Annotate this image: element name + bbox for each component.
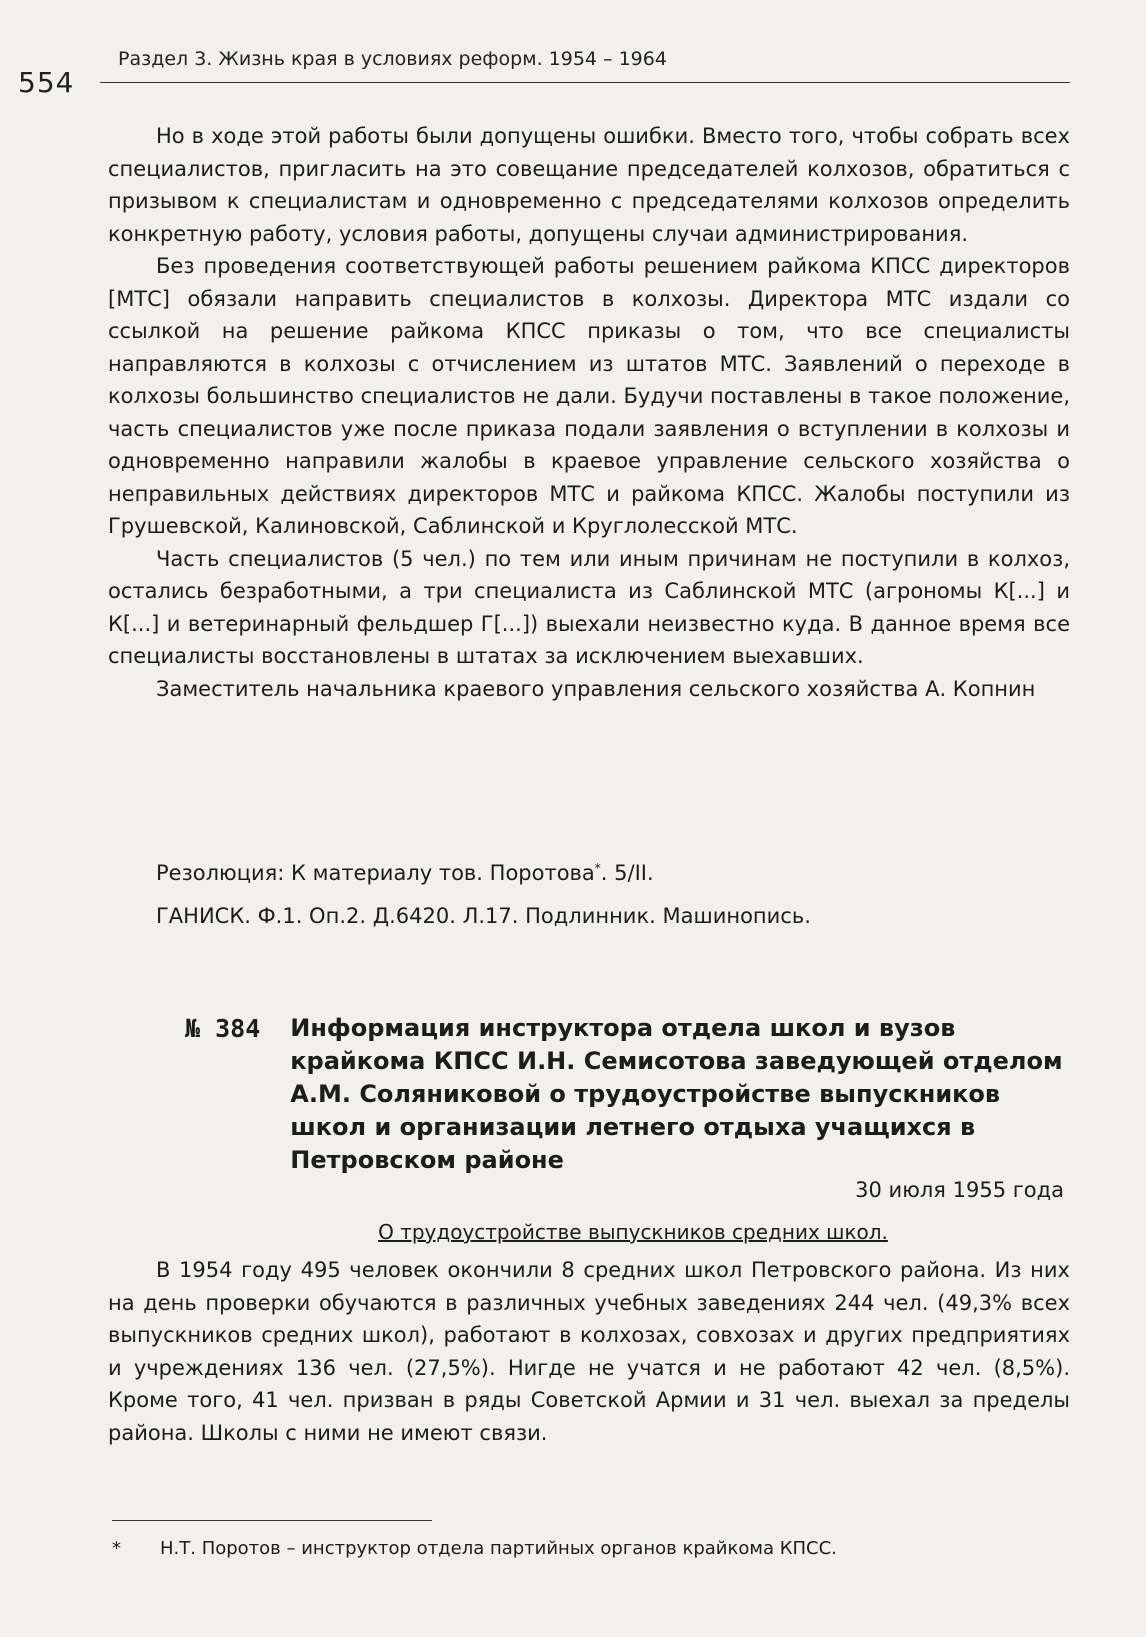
paragraph: Часть специалистов (5 чел.) по тем или иным причинам не поступили в колхоз, остались безработными, а три специалиста из Саблинской МТС (агрономы К[...] и К[...] и ветеринарный фельдшер Г[...]) выехали неизвестно куда. В данное время все специалисты восстановлены в штатах за исключением выехавших. bbox=[108, 546, 1070, 668]
resolution-line bbox=[108, 852, 1070, 890]
resolution bbox=[108, 852, 1070, 890]
running-title: Раздел 3. Жизнь края в условиях реформ. 1954 – 1964 bbox=[118, 48, 667, 70]
footnote bbox=[112, 1538, 1070, 1559]
header-divider bbox=[100, 82, 1070, 83]
document-title: Информация инструктора отдела школ и вузов крайкома КПСС И.Н. Семисотова заведующей отделом А.М. Соляниковой о трудоустройстве выпускников школ и организации летнего отдыха учащихся в Петровском районе bbox=[290, 1014, 1063, 1174]
document-date: 30 июля 1955 года bbox=[855, 1178, 1064, 1202]
section-title: О трудоустройстве выпускников средних школ. bbox=[378, 1220, 888, 1244]
footnote-text: Н.Т. Поротов – инструктор отдела партийных органов крайкома КПСС. bbox=[160, 1538, 837, 1559]
signature-line: Заместитель начальника краевого управления сельского хозяйства А. Копнин bbox=[156, 676, 1036, 701]
archive-ref-text: ГАНИСК. Ф.1. Оп.2. Д.6420. Л.17. Подлинник. Машинопись. bbox=[156, 904, 811, 928]
document-number: № 384 bbox=[185, 1014, 261, 1043]
archive-reference bbox=[108, 900, 1070, 933]
page-number: 554 bbox=[18, 66, 75, 99]
footnote-divider bbox=[112, 1520, 432, 1521]
resolution-text: Резолюция: К материалу тов. Поротова bbox=[156, 861, 595, 885]
paragraph: Но в ходе этой работы были допущены ошибки. Вместо того, чтобы собрать всех специалистов, пригласить на это совещание председателей колхозов, обратиться с призывом к специалистам и одновременно с председателями колхозов определить конкретную работу, условия работы, допущены случаи администрирования. bbox=[108, 124, 1070, 246]
footnote-mark: * bbox=[112, 1538, 121, 1559]
footnote-mark: * bbox=[594, 861, 601, 875]
paragraph: В 1954 году 495 человек окончили 8 средних школ Петровского района. Из них на день проверки обучаются в различных учебных заведениях 244 чел. (49,3% всех выпускников средних школ), работают в колхозах, совхозах и других предприятиях и учреждениях 136 чел. (27,5%). Нигде не учатся и не работают 42 чел. (8,5%). Кроме того, 41 чел. призван в ряды Советской Армии и 31 чел. выехал за пределы района. Школы с ними не имеют связи. bbox=[108, 1258, 1070, 1445]
resolution-date: . 5/II. bbox=[600, 861, 654, 885]
document-body bbox=[108, 1254, 1070, 1449]
continued-text bbox=[108, 120, 1070, 705]
document-heading bbox=[185, 1012, 1070, 1177]
paragraph: Без проведения соответствующей работы решением райкома КПСС директоров [МТС] обязали направить специалистов в колхозы. Директора МТС издали со ссылкой на решение райкома КПСС приказы о том, что все специалисты направляются в колхозы с отчислением из штатов МТС. Заявлений о переходе в колхозы большинство специалистов не дали. Будучи поставлены в такое положение, часть специалистов уже после приказа подали заявления о вступлении в колхозы и одновременно направили жалобы в краевое управление сельского хозяйства о неправильных действиях директоров МТС и райкома КПСС. Жалобы поступили из Грушевской, Калиновской, Саблинской и Круглолесской МТС. bbox=[108, 254, 1070, 538]
